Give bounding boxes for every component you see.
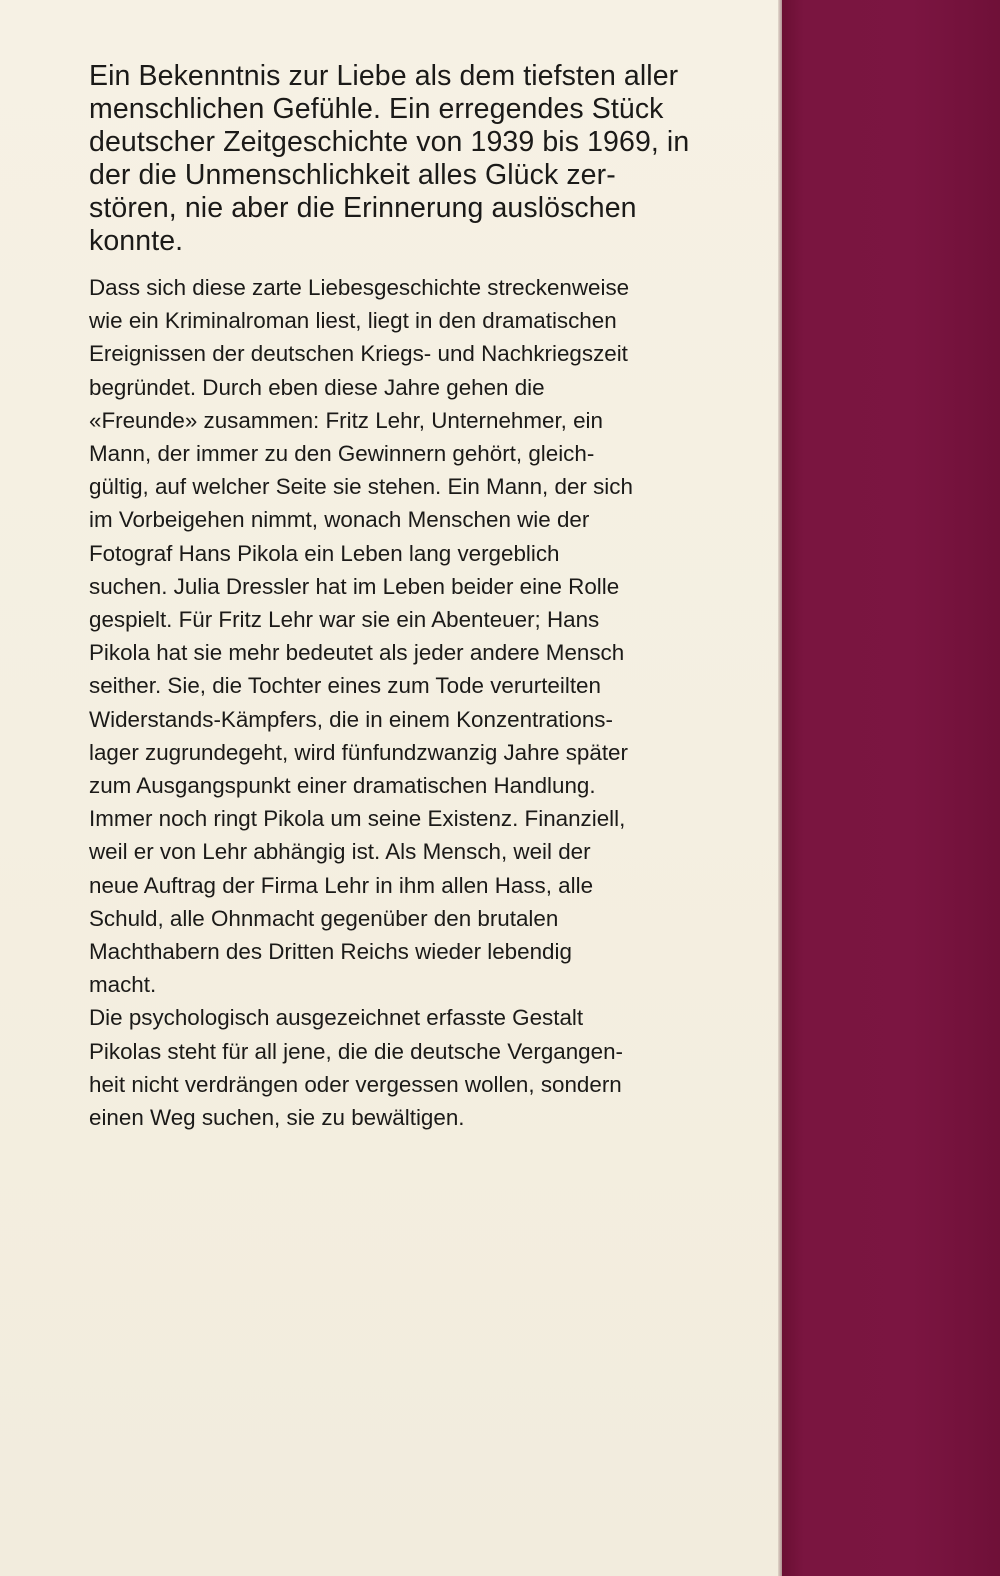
body-line: «Freunde» zusammen: Fritz Lehr, Unternehmer, ein	[89, 407, 603, 433]
lead-line: menschlichen Gefühle. Ein erregendes Stück	[89, 93, 664, 125]
blurb-text	[89, 60, 759, 1134]
body-line: Schuld, alle Ohnmacht gegenüber den brutalen	[89, 905, 559, 931]
lead-line: deutscher Zeitgeschichte von 1939 bis 1969, in	[89, 126, 690, 158]
body-line: neue Auftrag der Firma Lehr in ihm allen Hass, alle	[89, 872, 594, 898]
body-line: Pikola hat sie mehr bedeutet als jeder andere Mensch	[89, 640, 625, 666]
lead-line: der die Unmenschlichkeit alles Glück zer-	[89, 159, 616, 191]
lead-paragraph	[89, 60, 759, 258]
body-line: wie ein Kriminalroman liest, liegt in den dramatischen	[89, 308, 617, 334]
body-line: Pikolas steht für all jene, die die deutsche Vergangen-	[89, 1038, 623, 1064]
body-line: Widerstands-Kämpfers, die in einem Konzentrations-	[89, 706, 613, 732]
lead-line: Ein Bekenntnis zur Liebe als dem tiefsten aller	[89, 60, 679, 92]
body-line: gültig, auf welcher Seite sie stehen. Ein Mann, der sich	[89, 474, 633, 500]
body-line: lager zugrundegeht, wird fünfundzwanzig Jahre später	[89, 739, 628, 765]
body-line: weil er von Lehr abhängig ist. Als Mensch, weil der	[89, 839, 591, 865]
lead-line: stören, nie aber die Erinnerung auslöschen	[89, 192, 637, 224]
body-line: Mann, der immer zu den Gewinnern gehört, gleich-	[89, 441, 595, 467]
body-line: begründet. Durch eben diese Jahre gehen die	[89, 374, 545, 400]
body-line: Ereignissen der deutschen Kriegs- und Nachkriegszeit	[89, 341, 628, 367]
body-line: heit nicht verdrängen oder vergessen wollen, sondern	[89, 1071, 622, 1097]
body-line: macht.	[89, 972, 157, 998]
body-line: Fotograf Hans Pikola ein Leben lang vergeblich	[89, 540, 560, 566]
body-line: seither. Sie, die Tochter eines zum Tode verurteilten	[89, 673, 601, 699]
body-line: Die psychologisch ausgezeichnet erfasste Gestalt	[89, 1005, 584, 1031]
body-line: Immer noch ringt Pikola um seine Existenz. Finanziell,	[89, 806, 626, 832]
body-line: Machthabern des Dritten Reichs wieder lebendig	[89, 939, 572, 965]
body-line: suchen. Julia Dressler hat im Leben beider eine Rolle	[89, 573, 620, 599]
body-line: zum Ausgangspunkt einer dramatischen Handlung.	[89, 773, 596, 799]
lead-line: konnte.	[89, 225, 184, 257]
body-line: im Vorbeigehen nimmt, wonach Menschen wie der	[89, 507, 590, 533]
body-paragraph	[89, 271, 759, 1134]
body-line: einen Weg suchen, sie zu bewältigen.	[89, 1105, 465, 1131]
body-line: gespielt. Für Fritz Lehr war sie ein Abenteuer; Hans	[89, 607, 600, 633]
spine-band	[782, 0, 1000, 1576]
body-line: Dass sich diese zarte Liebesgeschichte streckenweise	[89, 275, 630, 300]
